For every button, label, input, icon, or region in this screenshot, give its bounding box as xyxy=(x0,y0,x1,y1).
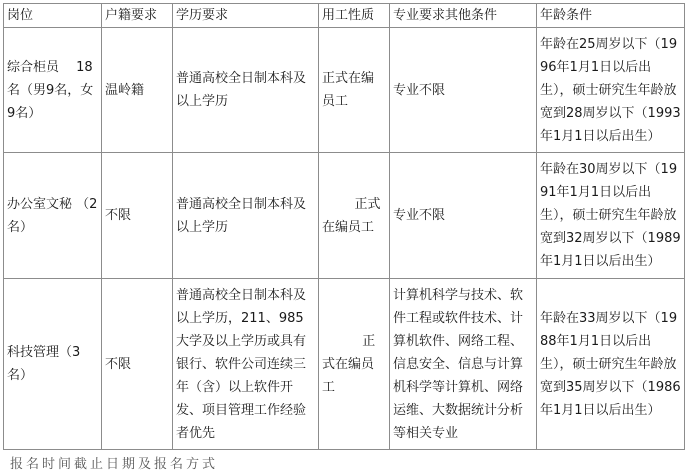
footer-text: 报名时间截止日期及报名方式 xyxy=(10,457,219,472)
cell-position: 综合柜员 18名（男9名，女9名） xyxy=(4,28,102,153)
cell-household: 不限 xyxy=(102,279,173,450)
recruitment-table xyxy=(3,3,685,450)
cell-employment: 正式在编员工 xyxy=(319,153,390,279)
header-age: 年龄条件 xyxy=(537,4,685,28)
cell-education: 普通高校全日制本科及以上学历 xyxy=(173,153,319,279)
table-row xyxy=(4,28,685,153)
header-household: 户籍要求 xyxy=(102,4,173,28)
footer-text-fragment xyxy=(10,457,260,472)
cell-age: 年龄在25周岁以下（1996年1月1日以后出生），硕士研究生年龄放宽到28周岁以下（1993年1月1日以后出生） xyxy=(537,28,685,153)
cell-employment: 正式在编员工 xyxy=(319,28,390,153)
cell-age: 年龄在30周岁以下（1991年1月1日以后出生），硕士研究生年龄放宽到32周岁以下（1989年1月1日以后出生） xyxy=(537,153,685,279)
cell-household: 温岭籍 xyxy=(102,28,173,153)
header-position: 岗位 xyxy=(4,4,102,28)
cell-education: 普通高校全日制本科及以上学历 xyxy=(173,28,319,153)
cell-position: 办公室文秘 （2名） xyxy=(4,153,102,279)
cell-position: 科技管理（3名） xyxy=(4,279,102,450)
cell-household: 不限 xyxy=(102,153,173,279)
table-row xyxy=(4,153,685,279)
cell-age: 年龄在33周岁以下（1988年1月1日以后出生），硕士研究生年龄放宽到35周岁以下（1986年1月1日以后出生） xyxy=(537,279,685,450)
table-row xyxy=(4,279,685,450)
cell-major: 计算机科学与技术、软件工程或软件技术、计算机软件、网络工程、信息安全、信息与计算机科学等计算机、网络运维、大数据统计分析等相关专业 xyxy=(390,279,537,450)
table-header-row xyxy=(4,4,685,28)
cell-education: 普通高校全日制本科及以上学历，211、985大学及以上学历或具有银行、软件公司连续三年（含）以上软件开发、项目管理工作经验者优先 xyxy=(173,279,319,450)
header-employment: 用工性质 xyxy=(319,4,390,28)
cell-employment: 正式在编员工 xyxy=(319,279,390,450)
header-major: 专业要求其他条件 xyxy=(390,4,537,28)
cell-major: 专业不限 xyxy=(390,28,537,153)
cell-major: 专业不限 xyxy=(390,153,537,279)
header-education: 学历要求 xyxy=(173,4,319,28)
